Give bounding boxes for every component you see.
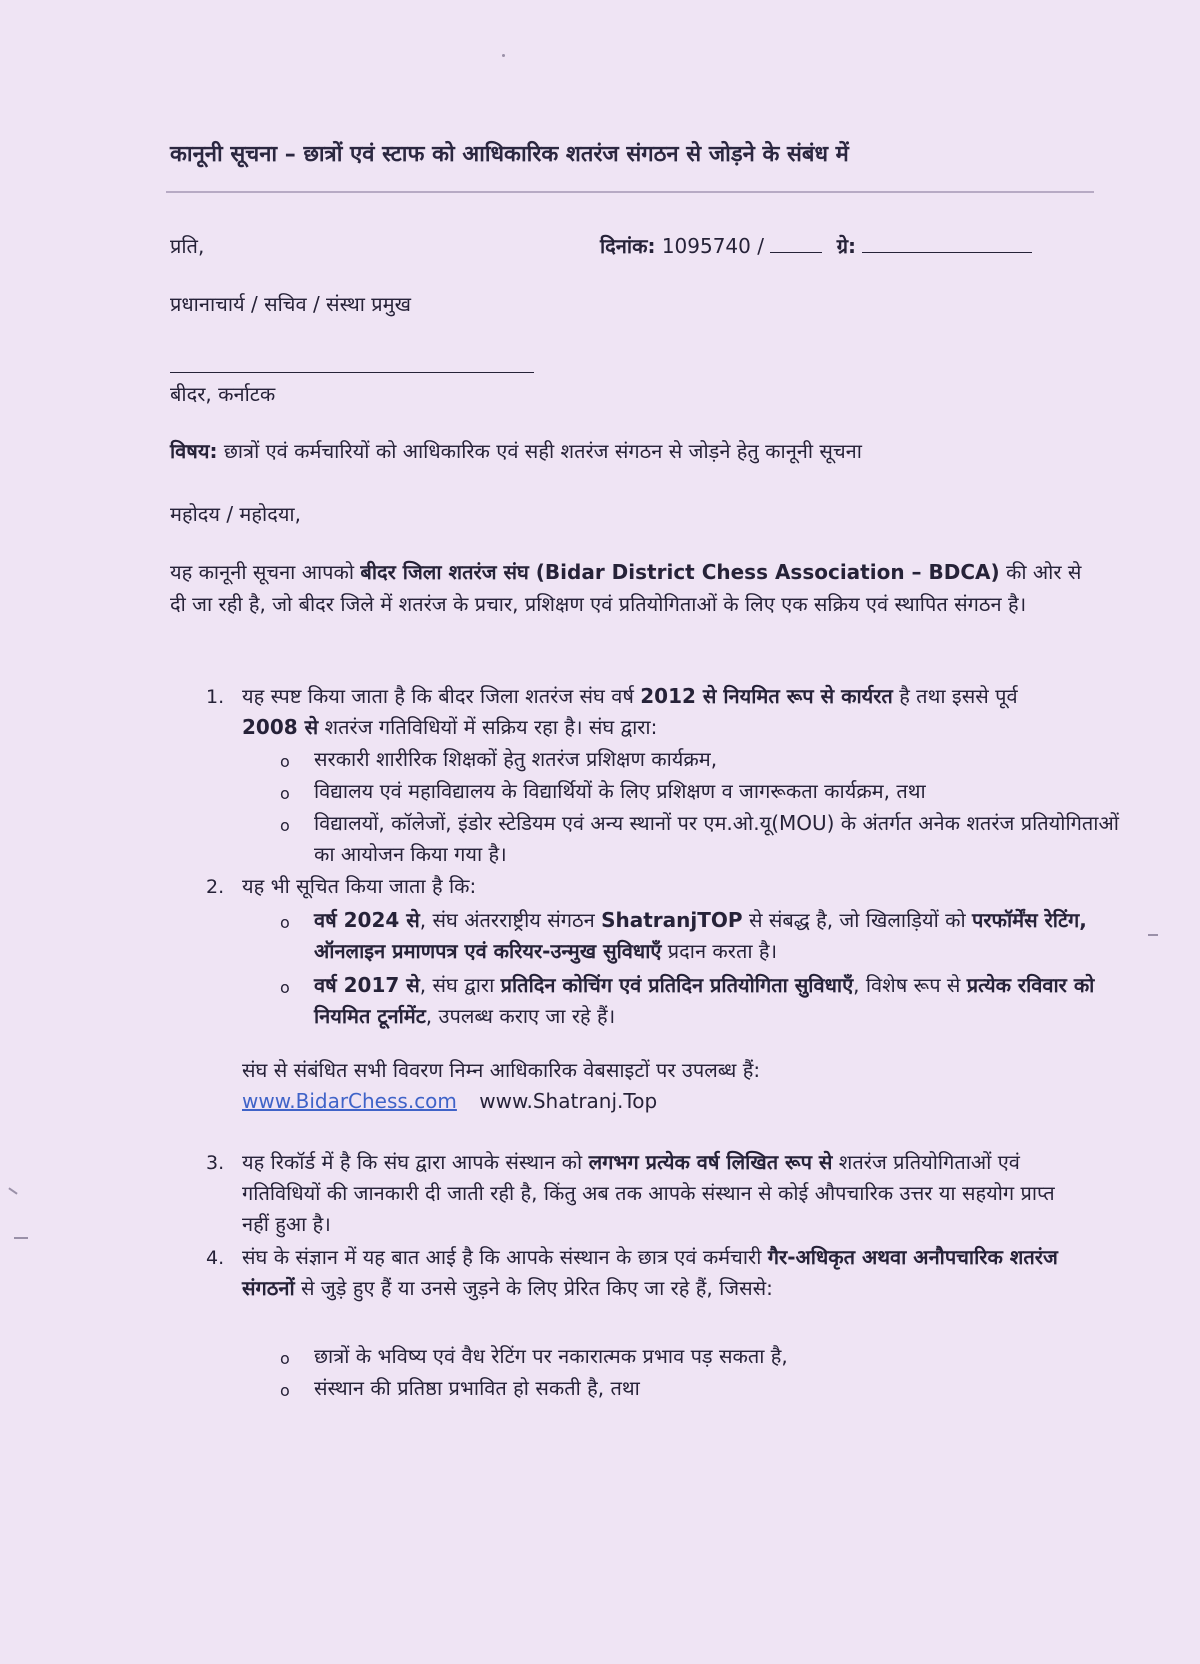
point-4-text	[242, 1242, 1072, 1304]
page-title: कानूनी सूचना – छात्रों एवं स्टाफ को आधिकारिक शतरंज संगठन से जोड़ने के संबंध में	[170, 142, 849, 167]
point-3-text	[242, 1147, 1072, 1240]
bullet-icon: o	[280, 978, 290, 997]
point-text: है तथा इससे पूर्व	[899, 684, 1018, 708]
point-text: , संघ अंतरराष्ट्रीय संगठन	[419, 908, 595, 932]
point-text: , संघ द्वारा	[419, 973, 495, 997]
point-2-text: यह भी सूचित किया जाता है कि:	[242, 874, 477, 898]
to-label: प्रति,	[170, 234, 205, 258]
bullet-icon: o	[280, 1349, 290, 1368]
scan-mark	[502, 54, 505, 57]
point-bold: 2008 से	[242, 715, 319, 739]
point-number: 4.	[206, 1247, 225, 1269]
scan-mark	[14, 1237, 28, 1239]
date-blank	[770, 234, 822, 253]
intro-text-end: की ओर से दी जा रही है, जो बीदर जिले में शतरंज के प्रचार, प्रशिक्षण एवं प्रतियोगिताओं के लिए एक सक्रिय एवं स्थापित संगठन है।	[170, 560, 1082, 616]
point-bold: वर्ष 2017 से	[314, 973, 420, 997]
list-item	[314, 970, 1124, 1032]
website-link-bidarchess[interactable]: www.BidarChess.com	[242, 1089, 457, 1113]
list-item: छात्रों के भविष्य एवं वैध रेटिंग पर नकारात्मक प्रभाव पड़ सकता है,	[314, 1344, 788, 1368]
subject-text: छात्रों एवं कर्मचारियों को आधिकारिक एवं सही शतरंज संगठन से जोड़ने हेतु कानूनी सूचना	[223, 439, 862, 463]
point-bold: लगभग प्रत्येक वर्ष लिखित रूप से	[588, 1150, 833, 1174]
point-text: , उपलब्ध कराए जा रहे हैं।	[425, 1004, 616, 1028]
point-text: , विशेष रूप से	[853, 973, 961, 997]
websites-line	[242, 1089, 657, 1113]
date-value: 1095740 /	[661, 234, 764, 258]
recipient: प्रधानाचार्य / सचिव / संस्था प्रमुख	[170, 292, 411, 316]
title-divider	[166, 191, 1094, 193]
point-number: 1.	[206, 686, 225, 708]
point-text: प्रदान करता है।	[667, 939, 778, 963]
date-line	[600, 232, 1032, 259]
point-bold: ShatranjTOP	[601, 908, 743, 932]
list-item: विद्यालयों, कॉलेजों, इंडोर स्टेडियम एवं अन्य स्थानों पर एम.ओ.यू(MOU) के अंतर्गत अनेक शतरंज प्रतियोगिताओं का आयोजन किया गया है।	[314, 811, 1119, 866]
list-item: संस्थान की प्रतिष्ठा प्रभावित हो सकती है, तथा	[314, 1376, 640, 1400]
website-shatranj-top: www.Shatranj.Top	[479, 1089, 658, 1113]
list-item: विद्यालय एवं महाविद्यालय के विद्यार्थियों के लिए प्रशिक्षण व जागरूकता कार्यक्रम, तथा	[314, 779, 926, 803]
location: बीदर, कर्नाटक	[170, 382, 276, 406]
salutation: महोदय / महोदया,	[170, 502, 301, 526]
point-bold: परफॉर्मेंस रेटिंग, ऑनलाइन प्रमाणपत्र एवं करियर-उन्मुख सुविधाएँ	[314, 908, 1087, 963]
subject-line	[170, 437, 862, 464]
grade-blank	[862, 234, 1032, 253]
point-number: 3.	[206, 1152, 225, 1174]
point-text: शतरंज गतिविधियों में सक्रिय रहा है। संघ द्वारा:	[324, 715, 658, 739]
bullet-icon: o	[280, 784, 290, 803]
point-bold: 2012 से नियमित रूप से कार्यरत	[640, 684, 893, 708]
date-label: दिनांक:	[600, 234, 656, 258]
recipient-blank-line	[170, 372, 534, 373]
intro-org-name: बीदर जिला शतरंज संघ (Bidar District Chess Association – BDCA)	[360, 560, 1000, 584]
point-text: संघ के संज्ञान में यह बात आई है कि आपके संस्थान के छात्र एवं कर्मचारी	[242, 1245, 762, 1269]
intro-paragraph	[170, 556, 1100, 620]
websites-intro: संघ से संबंधित सभी विवरण निम्न आधिकारिक वेबसाइटों पर उपलब्ध हैं:	[242, 1058, 761, 1082]
point-bold: गैर-अधिकृत अथवा अनौपचारिक शतरंज संगठनों	[242, 1245, 1058, 1300]
point-text: शतरंज प्रतियोगिताओं एवं गतिविधियों की जानकारी दी जाती रही है, किंतु अब तक आपके संस्थान से कोई औपचारिक उत्तर या सहयोग प्राप्त नहीं हुआ है।	[242, 1150, 1055, 1236]
grade-label: ग्रे:	[836, 234, 856, 258]
bullet-icon: o	[280, 752, 290, 771]
scan-mark	[8, 1187, 17, 1194]
subject-label: विषय:	[170, 439, 218, 463]
point-text: से जुड़े हुए हैं या उनसे जुड़ने के लिए प्रेरित किए जा रहे हैं, जिससे:	[301, 1276, 773, 1300]
bullet-icon: o	[280, 1381, 290, 1400]
intro-text-start: यह कानूनी सूचना आपको	[170, 560, 355, 584]
point-bold: वर्ष 2024 से	[314, 908, 420, 932]
point-text: यह रिकॉर्ड में है कि संघ द्वारा आपके संस्थान को	[242, 1150, 583, 1174]
list-item	[314, 905, 1124, 967]
point-1-text	[242, 681, 1072, 743]
list-item: सरकारी शारीरिक शिक्षकों हेतु शतरंज प्रशिक्षण कार्यक्रम,	[314, 747, 718, 771]
bullet-icon: o	[280, 816, 290, 835]
point-text: से संबद्ध है, जो खिलाड़ियों को	[748, 908, 966, 932]
point-bold: प्रत्येक रविवार को नियमित टूर्नामेंट	[314, 973, 1095, 1028]
point-bold: प्रतिदिन कोचिंग एवं प्रतिदिन प्रतियोगिता सुविधाएँ	[500, 973, 854, 997]
bullet-icon: o	[280, 913, 290, 932]
point-number: 2.	[206, 876, 225, 898]
scan-mark	[1148, 934, 1158, 936]
point-text: यह स्पष्ट किया जाता है कि बीदर जिला शतरंज संघ वर्ष	[242, 684, 634, 708]
